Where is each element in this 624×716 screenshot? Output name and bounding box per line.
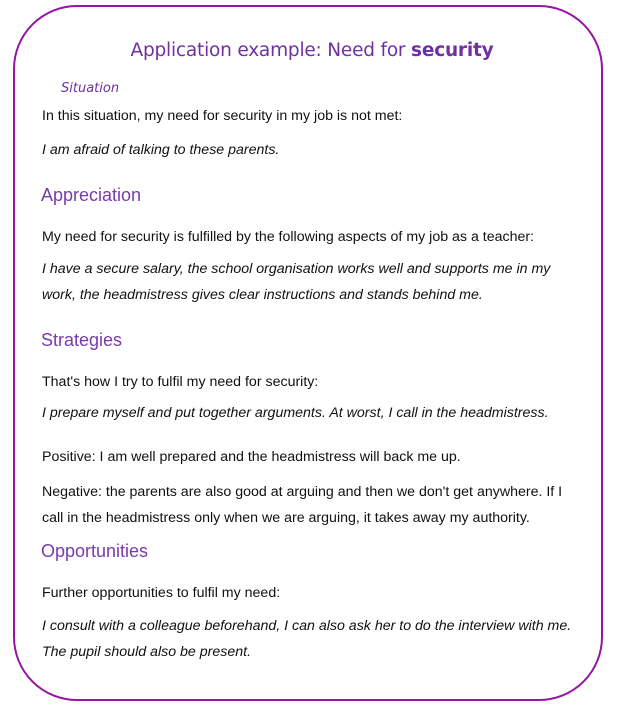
strategies-example: I prepare myself and put together arguments. At worst, I call in the headmistress. xyxy=(42,405,549,421)
strategies-intro: That's how I try to fulfil my need for security: xyxy=(42,374,319,390)
title-prefix: Application example: Need for xyxy=(130,40,412,61)
strategies-negative: Negative: the parents are also good at arguing and then we don't get anywhere. If I call in the headmistress only when we are arguing, it takes away my authority. xyxy=(42,484,563,526)
title-emphasis: security xyxy=(411,40,494,61)
appreciation-example: I have a secure salary, the school organisation works well and supports me in my work, the headmistress gives clear instructions and stands behind me. xyxy=(42,261,551,303)
strategies-positive: Positive: I am well prepared and the headmistress will back me up. xyxy=(42,449,461,465)
appreciation-intro: My need for security is fulfilled by the following aspects of my job as a teacher: xyxy=(42,229,535,245)
situation-example: I am afraid of talking to these parents. xyxy=(42,142,280,158)
appreciation-heading: Appreciation xyxy=(41,185,142,205)
opportunities-intro: Further opportunities to fulfil my need: xyxy=(42,585,281,601)
page-title xyxy=(0,40,624,61)
opportunities-heading: Opportunities xyxy=(41,541,149,561)
opportunities-example: I consult with a colleague beforehand, I can also ask her to do the interview with me. The pupil should also be present. xyxy=(42,618,572,660)
situation-intro: In this situation, my need for security in my job is not met: xyxy=(42,108,403,124)
situation-label: Situation xyxy=(61,81,120,96)
strategies-heading: Strategies xyxy=(41,330,123,350)
